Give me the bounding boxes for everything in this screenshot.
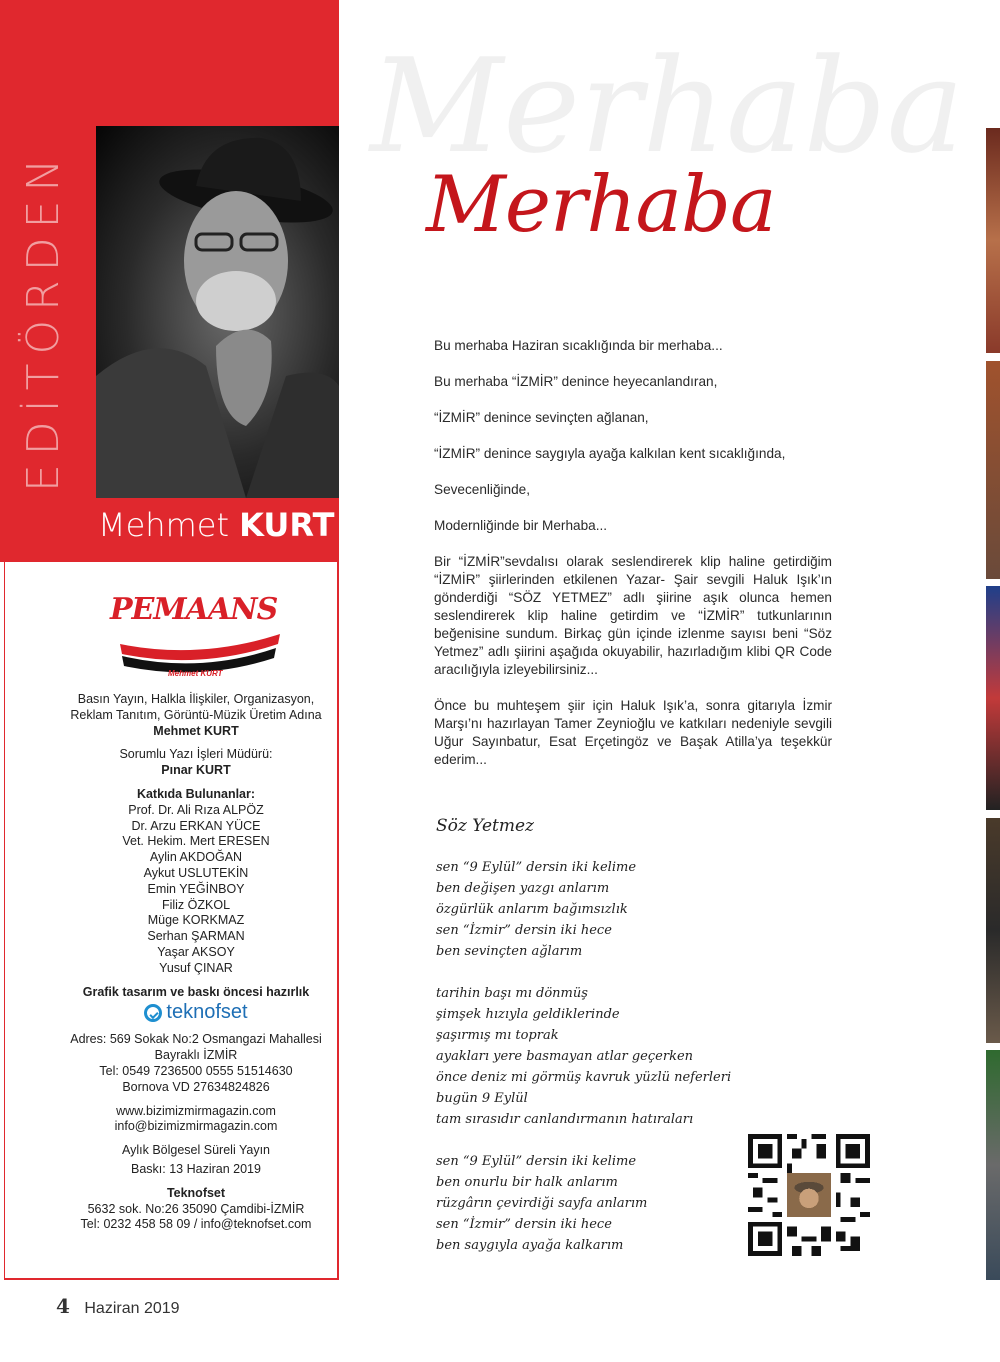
- website-link[interactable]: www.bizimizmirmagazin.com: [116, 1103, 276, 1118]
- address-line: Adres: 569 Sokak No:2 Osmangazi Mahallesi: [70, 1032, 322, 1047]
- publisher-line-1: Basın Yayın, Halkla İlişkiler, Organizasyon,: [77, 692, 315, 706]
- contributor-item: Yaşar AKSOY: [157, 944, 235, 959]
- logo-subtitle: Mehmet KURT: [168, 669, 223, 678]
- poem-stanza: [436, 857, 731, 962]
- contributor-item: Filiz ÖZKOL: [161, 897, 231, 912]
- address-line: Bornova VD 27634824826: [122, 1079, 270, 1094]
- editor-label: Sorumlu Yazı İşleri Müdürü:: [119, 747, 273, 762]
- masthead: [40, 592, 352, 1233]
- article-paragraph: Bir “İZMİR”sevdalısı olarak seslendirerek klip haline getirdiğim “İZMİR” şiirlerinden etkilenen Yazar- Şair sevgili Haluk Işık’ın gönderdiği “SÖZ YETMEZ” adlı şiirine aşık olunca hemen seslendirerek klip haline getirdim ve “İZMİR” tutkunlarının beğenisine sundum. Birkaç gün içinde izlenme sayısı beni “Söz Yetmez” adlı şiirini aşağıda okuyabilir, hazırladığım klibi QR Code aracılığıyla izleyebilirsiniz...: [434, 554, 832, 677]
- printer-address: 5632 sok. No:26 35090 Çamdibi-İZMİR: [87, 1201, 305, 1216]
- poem-stanza: [436, 983, 731, 1130]
- section-vertical-title: EDİTÖRDEN: [18, 149, 69, 492]
- pemaans-logo: [40, 592, 352, 682]
- poem-line: şimşek hızıyla geldiklerinde: [436, 1007, 620, 1022]
- editor-portrait-photo: [96, 126, 339, 498]
- article-paragraph: “İZMİR” denince saygıyla ayağa kalkılan kent sıcaklığında,: [434, 446, 786, 461]
- article-paragraph: “İZMİR” denince sevinçten ağlanan,: [434, 410, 649, 425]
- poem-stanza: [436, 1151, 731, 1256]
- poem-line: ben onurlu bir halk anlarım: [436, 1175, 618, 1190]
- adjacent-page-edge: [986, 128, 1000, 1280]
- poem: [436, 816, 731, 1277]
- article-paragraph: Sevecenliğinde,: [434, 482, 530, 497]
- article-paragraph: Bu merhaba Haziran sıcaklığında bir merhaba...: [434, 338, 723, 353]
- contributor-item: Aylin AKDOĞAN: [149, 850, 243, 865]
- printer-contact: Tel: 0232 458 58 09 / info@teknofset.com: [80, 1217, 312, 1232]
- teknofset-check-icon: [144, 1004, 162, 1022]
- page-footer: [56, 1294, 180, 1318]
- qr-code[interactable]: [748, 1134, 870, 1256]
- design-label: Grafik tasarım ve baskı öncesi hazırlık: [82, 984, 310, 999]
- teknofset-logo: [144, 1001, 248, 1024]
- contributor-item: Emin YEĞİNBOY: [147, 881, 245, 896]
- poem-line: önce deniz mi görmüş kavruk yüzlü neferleri: [436, 1070, 732, 1085]
- logo-wordmark: PEMAANS: [110, 592, 278, 627]
- poem-line: bugün 9 Eylül: [436, 1091, 528, 1106]
- print-date: Baskı: 13 Haziran 2019: [131, 1161, 261, 1176]
- poem-line: sen “İzmir” dersin iki hece: [436, 923, 612, 938]
- poem-title: Söz Yetmez: [436, 816, 535, 836]
- editor-in-chief-name: Pınar KURT: [161, 763, 231, 778]
- article-title: Merhaba: [426, 160, 776, 250]
- publisher-line-2: Reklam Tanıtım, Görüntü-Müzik Üretim Adına: [70, 707, 322, 722]
- address-line: Tel: 0549 7236500 0555 51514630: [99, 1063, 293, 1078]
- contributor-item: Prof. Dr. Ali Rıza ALPÖZ: [128, 802, 264, 817]
- contributor-item: Müge KORKMAZ: [147, 913, 245, 928]
- article-paragraph: Bu merhaba “İZMİR” denince heyecanlandıran,: [434, 374, 718, 389]
- portrait-illustration: [96, 126, 339, 498]
- contributor-item: Aykut USLUTEKİN: [143, 865, 249, 880]
- poem-line: ben sevinçten ağlarım: [436, 944, 583, 959]
- poem-line: ayakları yere basmayan atlar geçerken: [436, 1049, 694, 1064]
- poem-line: ben değişen yazgı anlarım: [436, 881, 610, 896]
- title-watermark: Merhaba: [370, 30, 965, 182]
- poem-line: sen “9 Eylül” dersin iki kelime: [436, 860, 637, 875]
- address-line: Bayraklı İZMİR: [154, 1048, 238, 1063]
- publisher-name: Mehmet KURT: [153, 723, 239, 738]
- poem-line: tarihin başı mı dönmüş: [436, 986, 588, 1001]
- poem-line: sen “İzmir” dersin iki hece: [436, 1217, 612, 1232]
- article-body: [434, 337, 832, 787]
- periodical-type: Aylık Bölgesel Süreli Yayın: [122, 1143, 270, 1158]
- article-paragraph: Önce bu muhteşem şiir için Haluk Işık’a, sonra gitarıyla İzmir Marşı’nı hazırlayan Tamer Zeynioğlu ve katkıları nedeniyle sevgili Uğur Sayınbatur, Esat Erçetingöz ve Başak Atilla’ya teşekkür ederim...: [434, 698, 832, 767]
- editor-last-name: KURT: [239, 506, 335, 544]
- printer-name: Teknofset: [166, 1185, 226, 1200]
- contributor-item: Serhan ŞARMAN: [147, 929, 245, 944]
- article-paragraph: Modernliğinde bir Merhaba...: [434, 518, 608, 533]
- contributor-item: Dr. Arzu ERKAN YÜCE: [131, 818, 261, 833]
- poem-line: şaşırmış mı toprak: [436, 1028, 559, 1043]
- poem-line: özgürlük anlarım bağımsızlık: [436, 902, 628, 917]
- poem-line: rüzgârın çevirdiği sayfa anlarım: [436, 1196, 648, 1211]
- email-link[interactable]: info@bizimizmirmagazin.com: [114, 1119, 278, 1134]
- contributors-label: Katkıda Bulunanlar:: [136, 786, 256, 801]
- poem-line: sen “9 Eylül” dersin iki kelime: [436, 1154, 637, 1169]
- page-number: 4: [56, 1294, 70, 1318]
- contributor-item: Yusuf ÇINAR: [159, 960, 233, 975]
- teknofset-wordmark: teknofset: [166, 1001, 248, 1024]
- issue-date: Haziran 2019: [84, 1300, 180, 1317]
- contributor-item: Vet. Hekim. Mert ERESEN: [122, 834, 270, 849]
- editor-first-name: Mehmet: [98, 506, 229, 544]
- poem-line: ben saygıyla ayağa kalkarım: [436, 1238, 624, 1253]
- poem-line: tam sırasıdır canlandırmanın hatıraları: [436, 1112, 694, 1127]
- editor-name: [98, 506, 334, 544]
